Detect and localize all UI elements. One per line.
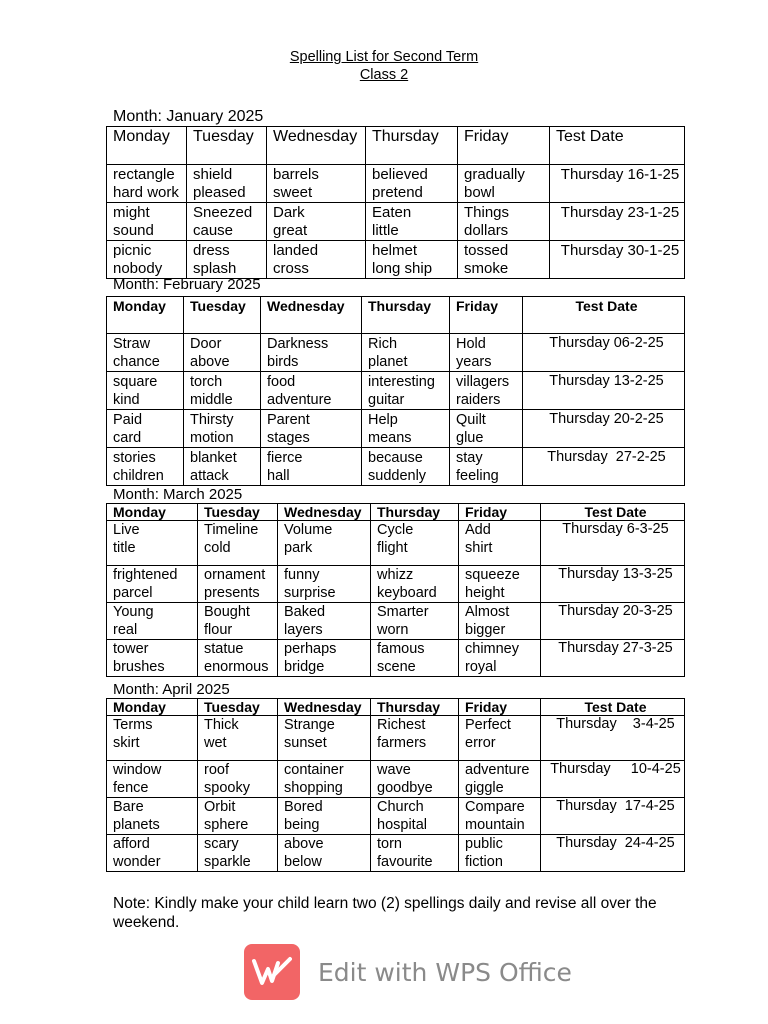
spelling-word: cause bbox=[193, 222, 234, 239]
spelling-word: splash bbox=[193, 260, 237, 277]
spelling-word: Parent bbox=[267, 412, 310, 428]
spelling-word: adventure bbox=[267, 392, 332, 408]
spelling-cell bbox=[458, 203, 550, 241]
spelling-word: Paid bbox=[113, 412, 143, 428]
spelling-word: fence bbox=[113, 780, 149, 796]
spelling-word: sound bbox=[113, 222, 154, 239]
spelling-word: brushes bbox=[113, 659, 165, 675]
spelling-cell bbox=[198, 835, 278, 872]
spelling-word: tossed bbox=[464, 242, 509, 259]
column-header: Wednesday bbox=[261, 297, 362, 334]
table-row bbox=[107, 798, 685, 835]
spelling-cell bbox=[459, 835, 541, 872]
spelling-word: spooky bbox=[204, 780, 250, 796]
spelling-word: hall bbox=[267, 468, 290, 484]
spelling-word: hospital bbox=[377, 817, 427, 833]
spelling-word: sunset bbox=[284, 735, 327, 751]
test-date-cell: Thursday 13-2-25 bbox=[523, 372, 685, 410]
spelling-cell bbox=[184, 410, 261, 448]
spelling-word: Strange bbox=[284, 717, 335, 733]
spelling-cell bbox=[107, 448, 184, 486]
test-date-cell: Thursday 6-3-25 bbox=[541, 521, 685, 566]
spelling-word: Thirsty bbox=[190, 412, 234, 428]
spelling-word: roof bbox=[204, 762, 229, 778]
spelling-cell bbox=[366, 203, 458, 241]
wps-edit-text: Edit with WPS Office bbox=[318, 957, 572, 987]
spelling-word: rectangle bbox=[113, 166, 175, 183]
spelling-cell bbox=[278, 835, 371, 872]
spelling-word: Sneezed bbox=[193, 204, 253, 221]
column-header: Wednesday bbox=[267, 127, 366, 165]
spelling-cell bbox=[107, 716, 198, 761]
spelling-word: Timeline bbox=[204, 522, 259, 538]
spelling-cell bbox=[107, 372, 184, 410]
month-label-february: Month: February 2025 bbox=[113, 276, 261, 293]
spelling-word: gradually bbox=[464, 166, 525, 183]
spelling-word: shirt bbox=[465, 540, 493, 556]
spelling-word: height bbox=[465, 585, 505, 601]
spelling-word: square bbox=[113, 374, 158, 390]
spelling-word: cold bbox=[204, 540, 231, 556]
spelling-cell bbox=[184, 372, 261, 410]
spelling-cell bbox=[261, 372, 362, 410]
spelling-word: mountain bbox=[465, 817, 525, 833]
spelling-cell bbox=[362, 372, 450, 410]
table-row bbox=[107, 566, 685, 603]
spelling-word: container bbox=[284, 762, 344, 778]
spelling-word: Baked bbox=[284, 604, 326, 620]
spelling-cell bbox=[450, 410, 523, 448]
spelling-cell bbox=[278, 716, 371, 761]
spelling-word: Volume bbox=[284, 522, 333, 538]
spelling-cell bbox=[261, 410, 362, 448]
spelling-cell bbox=[198, 761, 278, 798]
spelling-table-march bbox=[106, 503, 685, 677]
spelling-word: funny bbox=[284, 567, 320, 583]
spelling-word: shield bbox=[193, 166, 233, 183]
column-header: Tuesday bbox=[187, 127, 267, 165]
spelling-word: chimney bbox=[465, 641, 519, 657]
spelling-cell bbox=[267, 241, 366, 279]
column-header: Monday bbox=[107, 297, 184, 334]
page-title: Spelling List for Second Term bbox=[289, 49, 479, 65]
spelling-word: presents bbox=[204, 585, 260, 601]
spelling-cell bbox=[267, 165, 366, 203]
column-header: Thursday bbox=[362, 297, 450, 334]
spelling-word: afford bbox=[113, 836, 150, 852]
spelling-word: smoke bbox=[464, 260, 509, 277]
spelling-word: blanket bbox=[190, 450, 237, 466]
spelling-cell bbox=[107, 521, 198, 566]
spelling-word: skirt bbox=[113, 735, 140, 751]
spelling-cell bbox=[107, 640, 198, 677]
spelling-word: sparkle bbox=[204, 854, 251, 870]
spelling-word: Terms bbox=[113, 717, 153, 733]
spelling-word: Orbit bbox=[204, 799, 236, 815]
table-row bbox=[107, 372, 685, 410]
spelling-word: planets bbox=[113, 817, 160, 833]
column-header: Wednesday bbox=[278, 699, 371, 716]
test-date-cell: Thursday 20-3-25 bbox=[541, 603, 685, 640]
spelling-cell bbox=[107, 203, 187, 241]
spelling-table-january bbox=[106, 126, 685, 279]
spelling-word: worn bbox=[377, 622, 409, 638]
spelling-word: Eaten bbox=[372, 204, 412, 221]
spelling-cell bbox=[198, 798, 278, 835]
spelling-word: Live bbox=[113, 522, 140, 538]
class-label: Class 2 bbox=[359, 67, 409, 83]
spelling-word: whizz bbox=[377, 567, 414, 583]
spelling-word: food bbox=[267, 374, 296, 390]
spelling-cell bbox=[371, 603, 459, 640]
header-row bbox=[107, 127, 685, 165]
spelling-word: pretend bbox=[372, 184, 423, 201]
spelling-word: wave bbox=[377, 762, 411, 778]
table-row bbox=[107, 241, 685, 279]
spelling-cell bbox=[371, 640, 459, 677]
spelling-cell bbox=[107, 566, 198, 603]
spelling-word: picnic bbox=[113, 242, 152, 259]
spelling-word: favourite bbox=[377, 854, 433, 870]
column-header: Monday bbox=[107, 127, 187, 165]
spelling-cell bbox=[278, 798, 371, 835]
spelling-word: glue bbox=[456, 430, 484, 446]
spelling-cell bbox=[362, 448, 450, 486]
spelling-word: raiders bbox=[456, 392, 501, 408]
spelling-cell bbox=[371, 716, 459, 761]
spelling-word: landed bbox=[273, 242, 319, 259]
spelling-cell bbox=[459, 566, 541, 603]
spelling-cell bbox=[198, 640, 278, 677]
header-row bbox=[107, 504, 685, 521]
spelling-cell bbox=[198, 716, 278, 761]
spelling-cell bbox=[198, 521, 278, 566]
spelling-cell bbox=[362, 410, 450, 448]
wps-edit-banner[interactable] bbox=[244, 944, 572, 1000]
spelling-cell bbox=[278, 521, 371, 566]
table-row bbox=[107, 448, 685, 486]
spelling-word: real bbox=[113, 622, 138, 638]
column-header: Thursday bbox=[371, 699, 459, 716]
spelling-cell bbox=[371, 521, 459, 566]
test-date-cell: Thursday 24-4-25 bbox=[541, 835, 685, 872]
spelling-cell bbox=[278, 603, 371, 640]
spelling-word: Dark bbox=[273, 204, 305, 221]
spelling-word: Almost bbox=[465, 604, 510, 620]
spelling-word: Richest bbox=[377, 717, 426, 733]
spelling-word: window bbox=[113, 762, 162, 778]
table-row bbox=[107, 603, 685, 640]
test-date-cell: Thursday 17-4-25 bbox=[541, 798, 685, 835]
spelling-cell bbox=[187, 165, 267, 203]
spelling-word: long ship bbox=[372, 260, 433, 277]
spelling-word: flight bbox=[377, 540, 408, 556]
spelling-word: flour bbox=[204, 622, 233, 638]
header-row bbox=[107, 699, 685, 716]
spelling-cell bbox=[107, 603, 198, 640]
spelling-cell bbox=[107, 165, 187, 203]
spelling-word: error bbox=[465, 735, 496, 751]
column-header: Test Date bbox=[541, 504, 685, 521]
spelling-cell bbox=[184, 334, 261, 372]
spelling-cell bbox=[198, 603, 278, 640]
spelling-word: sphere bbox=[204, 817, 249, 833]
spelling-cell bbox=[366, 241, 458, 279]
column-header: Thursday bbox=[371, 504, 459, 521]
column-header: Tuesday bbox=[184, 297, 261, 334]
spelling-word: villagers bbox=[456, 374, 510, 390]
test-date-cell: Thursday 27-2-25 bbox=[523, 448, 685, 486]
month-label-january: Month: January 2025 bbox=[113, 108, 264, 125]
test-date-cell: Thursday 27-3-25 bbox=[541, 640, 685, 677]
spelling-word: adventure bbox=[465, 762, 530, 778]
table-row bbox=[107, 640, 685, 677]
spelling-word: above bbox=[190, 354, 230, 370]
spelling-word: bigger bbox=[465, 622, 506, 638]
spelling-word: might bbox=[113, 204, 150, 221]
spelling-cell bbox=[278, 761, 371, 798]
spelling-word: royal bbox=[465, 659, 497, 675]
spelling-word: Straw bbox=[113, 336, 151, 352]
spelling-word: ornament bbox=[204, 567, 266, 583]
spelling-word: Church bbox=[377, 799, 424, 815]
month-label-march: Month: March 2025 bbox=[113, 486, 243, 503]
spelling-word: surprise bbox=[284, 585, 336, 601]
month-label-april: Month: April 2025 bbox=[113, 681, 230, 698]
spelling-cell bbox=[107, 835, 198, 872]
spelling-word: children bbox=[113, 468, 164, 484]
column-header: Friday bbox=[450, 297, 523, 334]
spelling-cell bbox=[362, 334, 450, 372]
spelling-cell bbox=[198, 566, 278, 603]
table-row bbox=[107, 203, 685, 241]
table-row bbox=[107, 521, 685, 566]
header-row bbox=[107, 297, 685, 334]
spelling-word: statue bbox=[204, 641, 244, 657]
spelling-cell bbox=[458, 165, 550, 203]
spelling-word: means bbox=[368, 430, 412, 446]
spelling-word: torch bbox=[190, 374, 223, 390]
spelling-word: park bbox=[284, 540, 313, 556]
spelling-word: above bbox=[284, 836, 324, 852]
spelling-cell bbox=[371, 761, 459, 798]
column-header: Wednesday bbox=[278, 504, 371, 521]
spelling-word: Thick bbox=[204, 717, 239, 733]
spelling-word: perhaps bbox=[284, 641, 337, 657]
test-date-cell: Thursday 13-3-25 bbox=[541, 566, 685, 603]
spelling-word: enormous bbox=[204, 659, 269, 675]
table-row bbox=[107, 165, 685, 203]
spelling-word: title bbox=[113, 540, 136, 556]
spelling-word: little bbox=[372, 222, 399, 239]
spelling-cell bbox=[261, 334, 362, 372]
spelling-cell bbox=[261, 448, 362, 486]
spelling-cell bbox=[371, 835, 459, 872]
spelling-word: Cycle bbox=[377, 522, 414, 538]
spelling-word: fierce bbox=[267, 450, 303, 466]
column-header: Test Date bbox=[523, 297, 685, 334]
test-date-cell: Thursday 06-2-25 bbox=[523, 334, 685, 372]
spelling-cell bbox=[278, 640, 371, 677]
spelling-word: famous bbox=[377, 641, 425, 657]
column-header: Friday bbox=[459, 699, 541, 716]
spelling-word: barrels bbox=[273, 166, 319, 183]
spelling-word: Help bbox=[368, 412, 398, 428]
spelling-word: scene bbox=[377, 659, 416, 675]
spelling-word: Hold bbox=[456, 336, 486, 352]
spelling-cell bbox=[187, 241, 267, 279]
spelling-cell bbox=[267, 203, 366, 241]
column-header: Friday bbox=[458, 127, 550, 165]
spelling-word: public bbox=[465, 836, 503, 852]
spelling-cell bbox=[450, 334, 523, 372]
spelling-cell bbox=[459, 603, 541, 640]
spelling-cell bbox=[459, 640, 541, 677]
spelling-word: helmet bbox=[372, 242, 418, 259]
spelling-cell bbox=[107, 798, 198, 835]
table-row bbox=[107, 334, 685, 372]
column-header: Test Date bbox=[541, 699, 685, 716]
spelling-word: bowl bbox=[464, 184, 495, 201]
test-date-cell: Thursday 3-4-25 bbox=[541, 716, 685, 761]
spelling-word: being bbox=[284, 817, 320, 833]
spelling-word: dollars bbox=[464, 222, 509, 239]
spelling-cell bbox=[184, 448, 261, 486]
spelling-word: Quilt bbox=[456, 412, 486, 428]
spelling-word: sweet bbox=[273, 184, 313, 201]
spelling-word: interesting bbox=[368, 374, 435, 390]
spelling-word: because bbox=[368, 450, 423, 466]
spelling-table-april bbox=[106, 698, 685, 872]
spelling-word: Young bbox=[113, 604, 154, 620]
spelling-word: feeling bbox=[456, 468, 499, 484]
spelling-word: keyboard bbox=[377, 585, 437, 601]
spelling-word: Bare bbox=[113, 799, 144, 815]
spelling-word: Bought bbox=[204, 604, 250, 620]
table-row bbox=[107, 410, 685, 448]
spelling-word: birds bbox=[267, 354, 299, 370]
spelling-word: bridge bbox=[284, 659, 325, 675]
spelling-cell bbox=[107, 334, 184, 372]
spelling-word: Perfect bbox=[465, 717, 511, 733]
column-header: Monday bbox=[107, 699, 198, 716]
table-row bbox=[107, 716, 685, 761]
column-header: Thursday bbox=[366, 127, 458, 165]
spelling-word: believed bbox=[372, 166, 428, 183]
spelling-cell bbox=[459, 798, 541, 835]
spelling-word: stay bbox=[456, 450, 483, 466]
spelling-word: motion bbox=[190, 430, 234, 446]
spelling-word: card bbox=[113, 430, 142, 446]
spelling-cell bbox=[366, 165, 458, 203]
spelling-word: parcel bbox=[113, 585, 153, 601]
spelling-word: wet bbox=[204, 735, 227, 751]
spelling-cell bbox=[371, 798, 459, 835]
test-date-cell: Thursday 30-1-25 bbox=[550, 241, 685, 279]
spelling-word: hard work bbox=[113, 184, 179, 201]
spelling-word: tower bbox=[113, 641, 149, 657]
spelling-word: below bbox=[284, 854, 322, 870]
spelling-cell bbox=[459, 761, 541, 798]
column-header: Tuesday bbox=[198, 699, 278, 716]
test-date-cell: Thursday 10-4-25 bbox=[541, 761, 685, 798]
spelling-word: planet bbox=[368, 354, 408, 370]
spelling-word: stages bbox=[267, 430, 310, 446]
spelling-cell bbox=[459, 716, 541, 761]
spelling-word: Darkness bbox=[267, 336, 329, 352]
test-date-cell: Thursday 23-1-25 bbox=[550, 203, 685, 241]
spelling-cell bbox=[107, 761, 198, 798]
test-date-cell: Thursday 16-1-25 bbox=[550, 165, 685, 203]
spelling-word: attack bbox=[190, 468, 229, 484]
spelling-word: fiction bbox=[465, 854, 503, 870]
column-header: Friday bbox=[459, 504, 541, 521]
spelling-word: great bbox=[273, 222, 308, 239]
spelling-word: middle bbox=[190, 392, 233, 408]
spelling-word: chance bbox=[113, 354, 160, 370]
spelling-word: Things bbox=[464, 204, 510, 221]
spelling-word: layers bbox=[284, 622, 323, 638]
test-date-cell: Thursday 20-2-25 bbox=[523, 410, 685, 448]
spelling-word: pleased bbox=[193, 184, 246, 201]
spelling-cell bbox=[278, 566, 371, 603]
spelling-word: dress bbox=[193, 242, 230, 259]
wps-logo-icon bbox=[244, 944, 300, 1000]
spelling-word: stories bbox=[113, 450, 156, 466]
spelling-word: Smarter bbox=[377, 604, 429, 620]
spelling-word: Bored bbox=[284, 799, 323, 815]
column-header: Tuesday bbox=[198, 504, 278, 521]
spelling-word: wonder bbox=[113, 854, 161, 870]
spelling-cell bbox=[450, 448, 523, 486]
spelling-cell bbox=[107, 241, 187, 279]
spelling-cell bbox=[450, 372, 523, 410]
spelling-word: frightened bbox=[113, 567, 178, 583]
spelling-word: Compare bbox=[465, 799, 525, 815]
parent-note: Note: Kindly make your child learn two (2) spellings daily and revise all over the weekend. bbox=[113, 895, 657, 931]
spelling-word: goodbye bbox=[377, 780, 433, 796]
spelling-word: suddenly bbox=[368, 468, 427, 484]
spelling-word: cross bbox=[273, 260, 309, 277]
spelling-cell bbox=[459, 521, 541, 566]
spelling-word: guitar bbox=[368, 392, 405, 408]
spelling-cell bbox=[187, 203, 267, 241]
spelling-word: nobody bbox=[113, 260, 163, 277]
column-header: Monday bbox=[107, 504, 198, 521]
column-header: Test Date bbox=[550, 127, 685, 165]
spelling-word: kind bbox=[113, 392, 140, 408]
spelling-word: farmers bbox=[377, 735, 427, 751]
spelling-word: scary bbox=[204, 836, 239, 852]
table-row bbox=[107, 835, 685, 872]
spelling-word: years bbox=[456, 354, 492, 370]
spelling-word: Add bbox=[465, 522, 491, 538]
table-row bbox=[107, 761, 685, 798]
spelling-word: Door bbox=[190, 336, 222, 352]
spelling-word: shopping bbox=[284, 780, 343, 796]
spelling-word: Rich bbox=[368, 336, 398, 352]
spelling-cell bbox=[371, 566, 459, 603]
spelling-word: giggle bbox=[465, 780, 504, 796]
spelling-cell bbox=[107, 410, 184, 448]
spelling-word: torn bbox=[377, 836, 402, 852]
spelling-cell bbox=[458, 241, 550, 279]
spelling-word: squeeze bbox=[465, 567, 520, 583]
spelling-table-february bbox=[106, 296, 685, 486]
